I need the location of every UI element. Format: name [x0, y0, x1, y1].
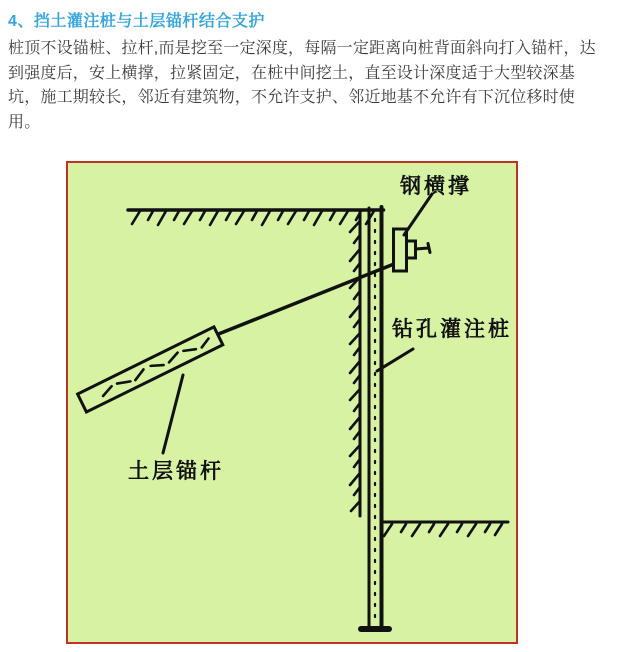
excavation-base-hatching	[384, 524, 502, 536]
ground-surface-hatching	[132, 211, 374, 225]
paragraph-line: 到强度后，安上横撑，拉紧固定，在桩中间挖土，直至设计深度适于大型较深基	[8, 64, 576, 82]
support-diagram	[66, 161, 518, 644]
body-paragraph	[8, 37, 622, 135]
steel-brace-bracket	[394, 229, 431, 271]
soil-face-line	[350, 210, 360, 516]
bored-pile-label: 钻孔灌注桩	[392, 318, 512, 341]
paragraph-line: 用。	[8, 113, 41, 131]
steel-brace-leader-line	[404, 194, 432, 235]
paragraph-line: 桩顶不设锚桩、拉杆,而是挖至一定深度，每隔一定距离向桩背面斜向打入锚杆，达	[8, 40, 596, 57]
soil-anchor-label: 土层锚杆	[128, 460, 224, 483]
ground-surface-line	[128, 210, 384, 225]
excavation-base-line	[381, 522, 508, 536]
anchor-rod-line	[216, 264, 394, 335]
diagram-drawing	[68, 163, 516, 642]
steel-brace-label: 钢横撑	[400, 175, 472, 198]
anchor-grout-body	[78, 327, 223, 412]
brace-stub	[416, 244, 431, 253]
section-heading: 4、挡土灌注桩与土层锚杆结合支护	[8, 13, 265, 30]
paragraph-line: 坑，施工期较长，邻近有建筑物，不允许支护、邻近地基不允许有下沉位移时使	[8, 89, 576, 106]
soil-anchor-leader-line	[163, 375, 183, 453]
